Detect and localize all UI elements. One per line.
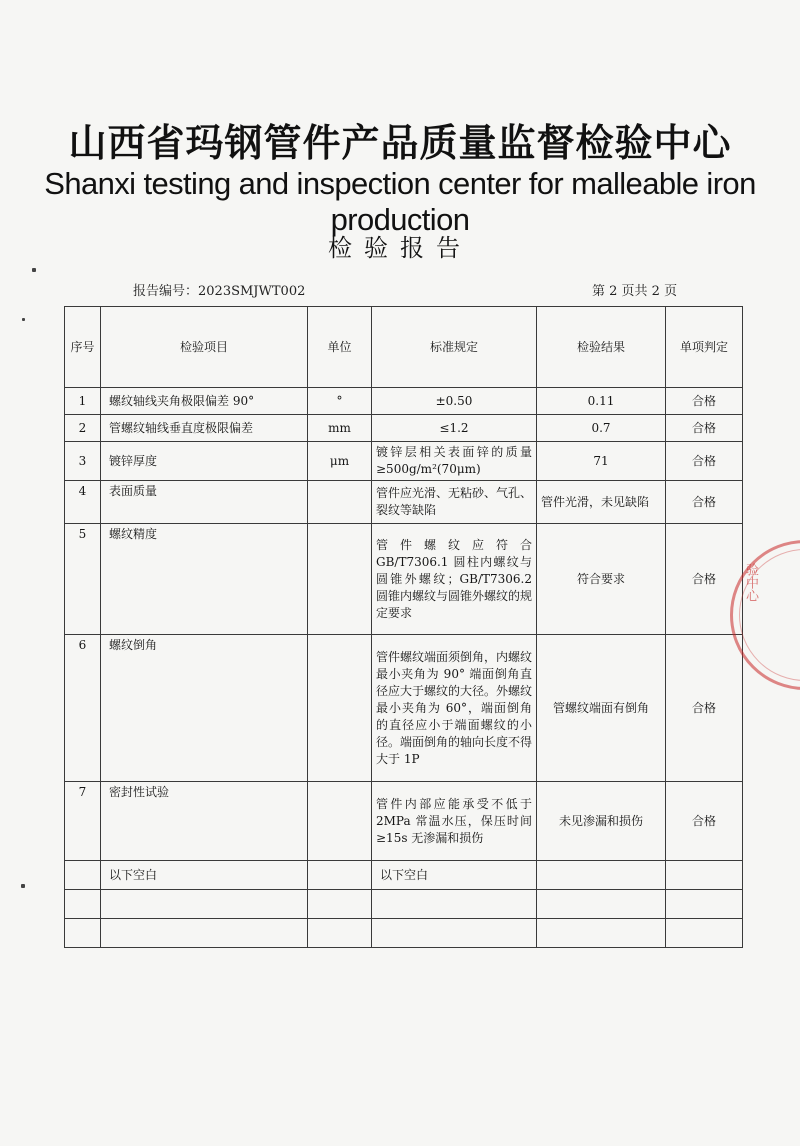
row-verdict: 合格 — [666, 481, 743, 524]
row-item: 螺纹倒角 — [101, 635, 308, 782]
table-row — [65, 481, 743, 524]
row-unit — [308, 481, 372, 524]
row-result: 管螺纹端面有倒角 — [537, 635, 666, 782]
row-no: 7 — [65, 782, 101, 861]
row-standard: 管件内部应能承受不低于 2MPa 常温水压，保压时间≥15s 无渗漏和损伤 — [372, 782, 537, 861]
header-standard: 标准规定 — [372, 307, 537, 388]
empty-cell — [101, 919, 308, 948]
row-unit: μm — [308, 442, 372, 481]
blank-note-standard: 以下空白 — [372, 861, 537, 890]
header-unit: 单位 — [308, 307, 372, 388]
row-unit: mm — [308, 415, 372, 442]
row-verdict: 合格 — [666, 524, 743, 635]
empty-cell — [65, 919, 101, 948]
scan-speck — [21, 884, 25, 888]
empty-cell — [101, 890, 308, 919]
header-item: 检验项目 — [101, 307, 308, 388]
row-item: 镀锌厚度 — [101, 442, 308, 481]
table-row-blank-note — [65, 861, 743, 890]
table-row — [65, 388, 743, 415]
empty-cell — [308, 890, 372, 919]
empty-cell — [666, 890, 743, 919]
table-row — [65, 415, 743, 442]
org-title-english: Shanxi testing and inspection center for malleable iron production — [44, 166, 756, 237]
table-row — [65, 782, 743, 861]
row-standard: 管件应光滑、无粘砂、气孔、裂纹等缺陷 — [372, 481, 537, 524]
row-result: 71 — [537, 442, 666, 481]
row-verdict: 合格 — [666, 442, 743, 481]
header-verdict: 单项判定 — [666, 307, 743, 388]
row-verdict: 合格 — [666, 388, 743, 415]
empty-cell — [372, 919, 537, 948]
row-unit — [308, 635, 372, 782]
row-unit — [308, 524, 372, 635]
table-header-row — [65, 307, 743, 388]
row-item: 螺纹精度 — [101, 524, 308, 635]
row-standard: 镀锌层相关表面锌的质量≥500g/m²(70μm) — [372, 442, 537, 481]
row-item: 表面质量 — [101, 481, 308, 524]
table-row-empty — [65, 890, 743, 919]
table-row — [65, 442, 743, 481]
row-result: 管件光滑，未见缺陷 — [537, 481, 666, 524]
org-title-chinese: 山西省玛钢管件产品质量监督检验中心 — [68, 121, 732, 165]
row-result: 0.11 — [537, 388, 666, 415]
row-no: 4 — [65, 481, 101, 524]
empty-cell — [666, 919, 743, 948]
empty-cell — [372, 890, 537, 919]
row-item: 螺纹轴线夹角极限偏差 90° — [101, 388, 308, 415]
empty-cell — [308, 919, 372, 948]
row-item: 管螺纹轴线垂直度极限偏差 — [101, 415, 308, 442]
row-result: 未见渗漏和损伤 — [537, 782, 666, 861]
row-verdict: 合格 — [666, 415, 743, 442]
row-verdict: 合格 — [666, 782, 743, 861]
document-title: 检验报告 — [328, 234, 472, 262]
report-number: 报告编号：2023SMJWT002 — [133, 284, 306, 299]
table-row — [65, 524, 743, 635]
row-no: 3 — [65, 442, 101, 481]
row-item: 密封性试验 — [101, 782, 308, 861]
row-result: 符合要求 — [537, 524, 666, 635]
scan-speck — [32, 268, 36, 272]
empty-cell — [537, 890, 666, 919]
empty-cell — [537, 919, 666, 948]
row-standard: ±0.50 — [372, 388, 537, 415]
empty-cell — [65, 890, 101, 919]
seal-text: 验中心 — [743, 563, 758, 602]
row-no: 5 — [65, 524, 101, 635]
row-result: 0.7 — [537, 415, 666, 442]
row-unit — [308, 861, 372, 890]
row-verdict: 合格 — [666, 635, 743, 782]
row-unit — [308, 782, 372, 861]
header-no: 序号 — [65, 307, 101, 388]
row-result — [537, 861, 666, 890]
table-row — [65, 635, 743, 782]
header-result: 检验结果 — [537, 307, 666, 388]
page-indicator: 第 2 页共 2 页 — [592, 284, 678, 299]
row-no: 2 — [65, 415, 101, 442]
row-no: 1 — [65, 388, 101, 415]
row-no — [65, 861, 101, 890]
row-standard: 管件螺纹应符合 GB/T7306.1 圆柱内螺纹与圆锥外螺纹；GB/T7306.2 圆锥内螺纹与圆锥外螺纹的规定要求 — [372, 524, 537, 635]
row-no: 6 — [65, 635, 101, 782]
scan-speck — [22, 318, 25, 321]
table-row-empty — [65, 919, 743, 948]
row-verdict — [666, 861, 743, 890]
blank-note-item: 以下空白 — [101, 861, 308, 890]
row-standard: 管件螺纹端面须倒角，内螺纹最小夹角为 90° 端面倒角直径应大于螺纹的大径。外螺纹最小夹角为 60°，端面倒角的直径应小于端面螺纹的小径。端面倒角的轴向长度不得大于 1P — [372, 635, 537, 782]
inspection-results-table — [64, 306, 743, 948]
row-standard: ≤1.2 — [372, 415, 537, 442]
row-unit: ° — [308, 388, 372, 415]
